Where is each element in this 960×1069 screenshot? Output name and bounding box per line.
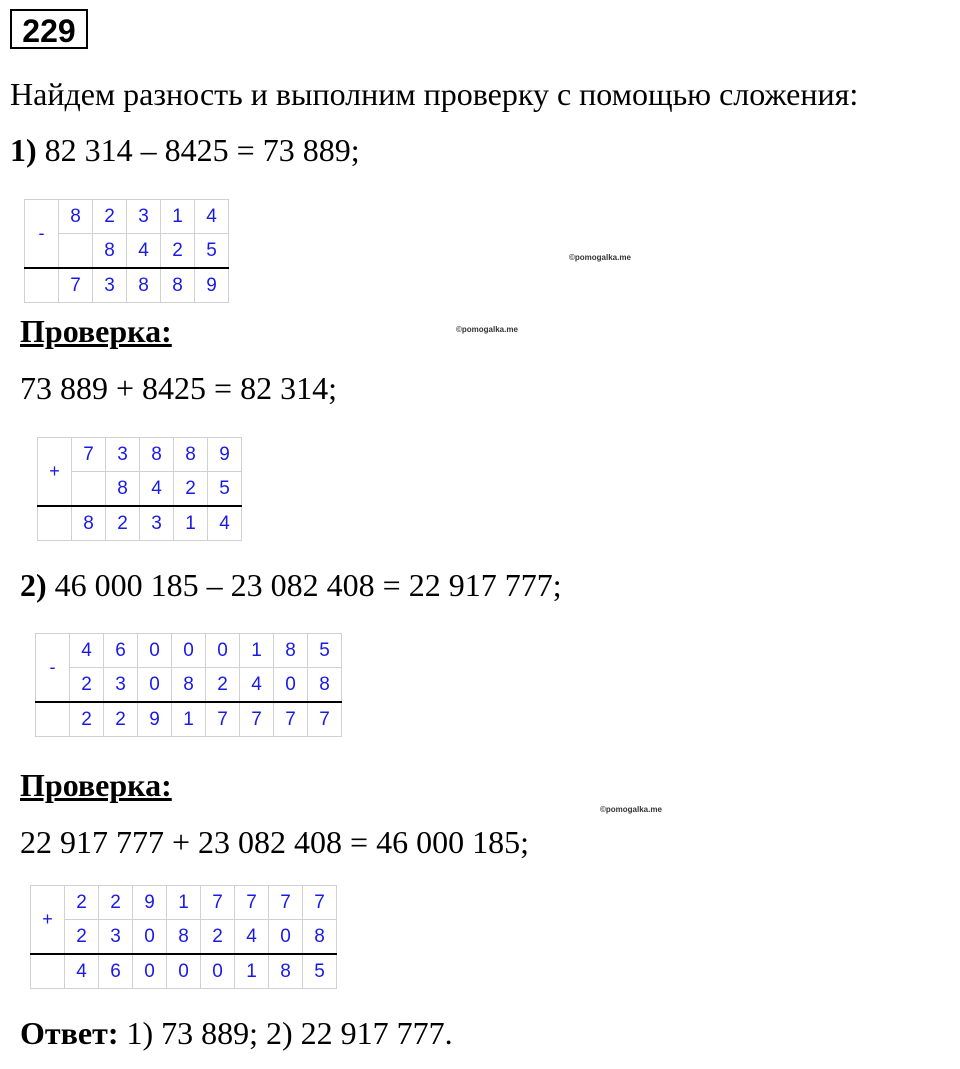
part2-check-addition-table (30, 885, 337, 989)
digit-cell: 0 (133, 954, 167, 989)
digit-cell: 0 (138, 634, 172, 668)
watermark: ©pomogalka.me (600, 805, 662, 814)
digit-cell: 3 (104, 668, 138, 703)
digit-cell: 3 (127, 200, 161, 234)
digit-cell: 8 (59, 200, 93, 234)
operator-sign: + (38, 438, 72, 507)
digit-cell: 4 (70, 634, 104, 668)
empty-cell (36, 702, 70, 737)
digit-cell: 9 (138, 702, 172, 737)
digit-cell: 8 (140, 438, 174, 472)
digit-cell: 0 (274, 668, 308, 703)
digit-cell (59, 234, 93, 269)
empty-cell (31, 954, 65, 989)
digit-cell: 4 (65, 954, 99, 989)
empty-cell (38, 506, 72, 541)
part1-subtraction-table (24, 199, 229, 303)
answer-line (20, 1013, 453, 1053)
result-row (25, 268, 229, 303)
part2-equation: 46 000 185 – 23 082 408 = 22 917 777; (54, 567, 562, 603)
digit-cell: 2 (99, 886, 133, 920)
digit-cell: 0 (201, 954, 235, 989)
digit-cell: 3 (140, 506, 174, 541)
digit-cell: 5 (308, 634, 342, 668)
digit-cell: 3 (106, 438, 140, 472)
digit-cell: 8 (161, 268, 195, 303)
digit-cell: 7 (206, 702, 240, 737)
part1-check-addition-table (37, 437, 242, 541)
part2-equation-line (20, 565, 562, 605)
digit-cell: 7 (308, 702, 342, 737)
operator-sign: - (36, 634, 70, 703)
digit-cell: 1 (161, 200, 195, 234)
digit-cell: 5 (195, 234, 229, 269)
digit-cell: 4 (235, 920, 269, 955)
digit-cell: 0 (133, 920, 167, 955)
digit-cell: 4 (140, 472, 174, 507)
empty-cell (25, 268, 59, 303)
digit-cell: 9 (208, 438, 242, 472)
operand-row (31, 920, 337, 955)
part1-equation-line (10, 130, 360, 170)
result-row (31, 954, 337, 989)
digit-cell: 8 (303, 920, 337, 955)
digit-cell: 1 (167, 886, 201, 920)
part1-check-equation: 73 889 + 8425 = 82 314; (20, 370, 337, 406)
digit-cell: 2 (161, 234, 195, 269)
digit-cell (72, 472, 106, 507)
digit-cell: 7 (269, 886, 303, 920)
digit-cell: 1 (240, 634, 274, 668)
digit-cell: 8 (269, 954, 303, 989)
part1-check-heading: Проверка: (20, 313, 172, 349)
digit-cell: 7 (72, 438, 106, 472)
digit-cell: 2 (206, 668, 240, 703)
digit-cell: 2 (70, 668, 104, 703)
task-number: 229 (10, 9, 88, 49)
digit-cell: 8 (308, 668, 342, 703)
digit-cell: 2 (65, 886, 99, 920)
digit-cell: 2 (174, 472, 208, 507)
digit-cell: 8 (72, 506, 106, 541)
digit-cell: 7 (303, 886, 337, 920)
operator-sign: + (31, 886, 65, 955)
digit-cell: 8 (274, 634, 308, 668)
digit-cell: 8 (106, 472, 140, 507)
digit-cell: 5 (303, 954, 337, 989)
part2-subtraction-table (35, 633, 342, 737)
digit-cell: 0 (138, 668, 172, 703)
digit-cell: 7 (235, 886, 269, 920)
operand-row (36, 634, 342, 668)
part1-equation: 82 314 – 8425 = 73 889; (44, 132, 360, 168)
intro-text: Найдем разность и выполним проверку с помощью сложения: (10, 76, 859, 112)
digit-cell: 0 (167, 954, 201, 989)
part2-label: 2) (20, 567, 47, 603)
digit-cell: 1 (172, 702, 206, 737)
digit-cell: 8 (93, 234, 127, 269)
part2-check-heading: Проверка: (20, 767, 172, 803)
answer-label: Ответ: (20, 1015, 119, 1051)
digit-cell: 8 (174, 438, 208, 472)
digit-cell: 4 (240, 668, 274, 703)
digit-cell: 8 (167, 920, 201, 955)
digit-cell: 9 (195, 268, 229, 303)
digit-cell: 0 (269, 920, 303, 955)
part1-label: 1) (10, 132, 37, 168)
answer-text: 1) 73 889; 2) 22 917 777. (126, 1015, 453, 1051)
result-row (38, 506, 242, 541)
digit-cell: 0 (206, 634, 240, 668)
part2-check-equation: 22 917 777 + 23 082 408 = 46 000 185; (20, 824, 529, 860)
digit-cell: 7 (59, 268, 93, 303)
operand-row (36, 668, 342, 703)
digit-cell: 2 (104, 702, 138, 737)
digit-cell: 8 (127, 268, 161, 303)
digit-cell: 6 (104, 634, 138, 668)
digit-cell: 0 (172, 634, 206, 668)
digit-cell: 7 (240, 702, 274, 737)
digit-cell: 1 (235, 954, 269, 989)
watermark: ©pomogalka.me (456, 325, 518, 334)
digit-cell: 7 (201, 886, 235, 920)
watermark: ©pomogalka.me (569, 253, 631, 262)
operand-row (38, 438, 242, 472)
digit-cell: 2 (106, 506, 140, 541)
digit-cell: 3 (99, 920, 133, 955)
operator-sign: - (25, 200, 59, 269)
digit-cell: 8 (172, 668, 206, 703)
digit-cell: 1 (174, 506, 208, 541)
digit-cell: 5 (208, 472, 242, 507)
digit-cell: 6 (99, 954, 133, 989)
digit-cell: 2 (65, 920, 99, 955)
digit-cell: 4 (127, 234, 161, 269)
digit-cell: 2 (201, 920, 235, 955)
digit-cell: 2 (70, 702, 104, 737)
result-row (36, 702, 342, 737)
digit-cell: 9 (133, 886, 167, 920)
digit-cell: 4 (208, 506, 242, 541)
digit-cell: 3 (93, 268, 127, 303)
operand-row (25, 200, 229, 234)
digit-cell: 7 (274, 702, 308, 737)
operand-row (31, 886, 337, 920)
digit-cell: 4 (195, 200, 229, 234)
digit-cell: 2 (93, 200, 127, 234)
